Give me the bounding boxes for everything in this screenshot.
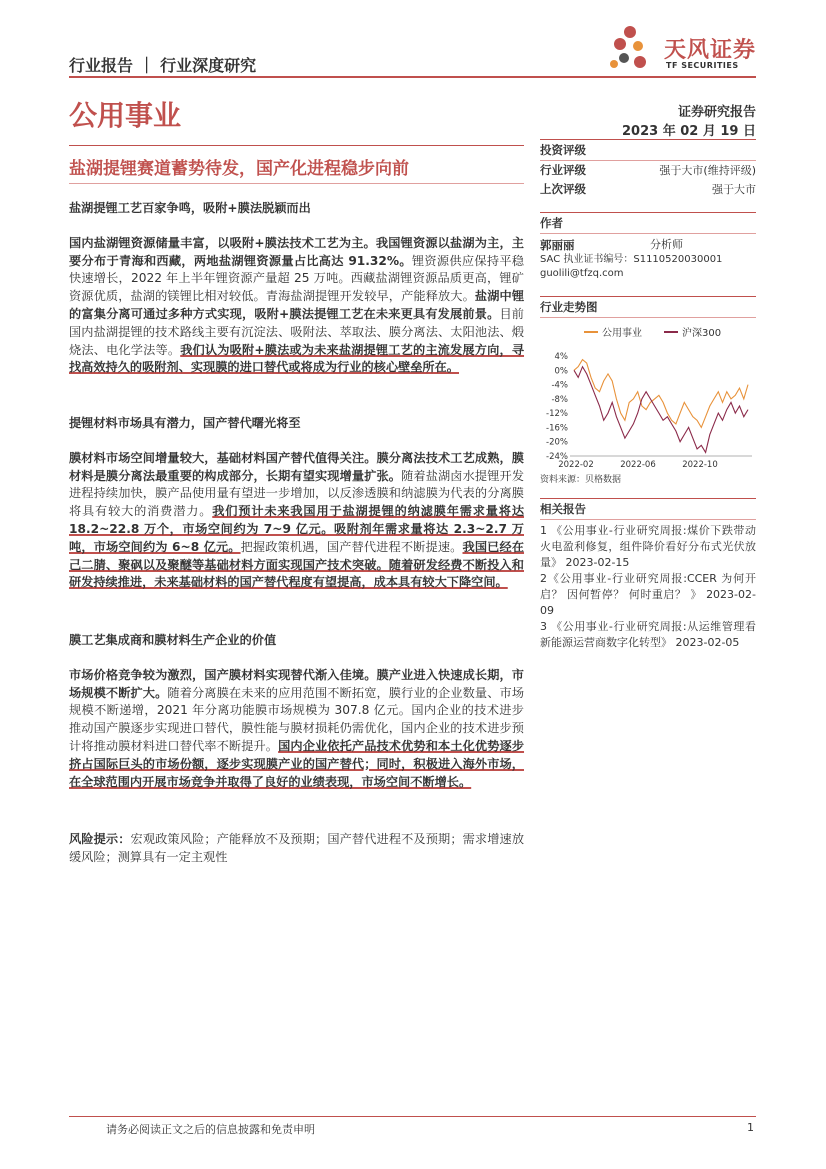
body-run: 市场价格竞争较为激烈，国产膜材料实现替代渐入佳境。膜产业进入快速成长期，市场规模不断扩大。 [69,667,524,700]
trend-chart [540,318,756,468]
series-line [574,367,748,453]
risk-label: 风险提示： [69,832,131,846]
x-tick-label: 2022-10 [682,460,718,468]
footer-divider [69,1116,756,1117]
y-tick-label: -16% [546,423,568,434]
logo-mark-icon [610,24,662,74]
risk-text: 宏观政策风险；产能释放不及预期；国产替代进程不及预期；需求增速放缓风险；测算具有一定主观性 [69,832,525,864]
author-name: 郭丽丽 [540,238,575,252]
related-item[interactable]: 1 《公用事业-行业研究周报:煤价下跌带动火电盈利修复，组件降价看好分布式光伏放量》 2023-02-15 [540,524,756,569]
section-1 [69,200,524,377]
related-item[interactable]: 3 《公用事业-行业研究周报:从运维管理看新能源运营商数字化转型》 2023-02-05 [540,620,756,649]
x-tick-label: 2022-02 [558,460,594,468]
rating-label: 行业评级 [540,163,586,177]
body-run: 国内盐湖锂资源储量丰富，以吸附+膜法技术工艺为主。我国锂资源以盐湖为主，主要分布于青海和西藏，两地盐湖锂资源量占比高达 91.32%。 [69,235,524,268]
title-divider-bottom [69,183,524,184]
y-tick-label: -8% [551,394,568,405]
section-3 [69,632,524,791]
related-item[interactable]: 2《公用事业-行业研究周报:CCER 为何开启？ 因何暂停？ 何时重启？ 》 2023-02-09 [540,572,756,617]
section-heading: 盐湖提锂工艺百家争鸣，吸附+膜法脱颖而出 [69,201,311,215]
rating-row [540,180,756,199]
section-body [69,667,524,792]
rating-value: 强于大市 [712,183,756,196]
rating-value: 强于大市(维持评级) [659,164,756,177]
body-run: 随着盐湖卤水提锂开发进程持续加快，膜产品使用量有望进一步增加，以反渗透膜和纳滤膜为代表的分离膜将具有较大的消费潜力。 [69,468,525,519]
report-date: 2023 年 02 月 19 日 [622,124,756,139]
risk-warning [69,831,524,867]
logo-text-en: TF SECURITIES [666,61,739,70]
body-run: 我国已经在己二腈、聚砜以及聚醚等基础材料方面实现国产技术突破。随着研发经费不断投入和研发持续推进，未来基础材料的国产替代程度有望提高，成本具有较大下降空间。 [69,539,525,590]
body-run: 目前国内盐湖提锂的技术路线主要有沉淀法、吸附法、萃取法、膜分离法、太阳池法、煅烧法、电化学法等。 [69,306,524,357]
y-tick-label: 0% [554,366,568,377]
author-divider-thin [540,233,756,234]
report-type: 证券研究报告 [677,105,756,120]
header-label: 行业报告 ｜ 行业深度研究 [69,56,257,75]
disclaimer-notice: 请务必阅读正文之后的信息披露和免责申明 [106,1123,315,1136]
body-run: 国内企业依托产品技术优势和本土化优势逐步挤占国际巨头的市场份额，逐步实现膜产业的国产替代；同时，积极进入海外市场，在全球范围内开展市场竞争并取得了良好的业绩表现，市场空间不断增长。 [69,738,525,789]
author-row [540,237,756,253]
y-tick-label: 4% [554,352,568,362]
trend-chart-panel [540,296,756,487]
body-run: 我们预计未来我国用于盐湖提锂的纳滤膜年需求量将达 18.2~22.8 万个，市场空间约为 7~9 亿元。吸附剂年需求量将达 2.3~2.7 万吨，市场空间约为 6~8 亿元。 [69,504,525,554]
x-tick-label: 2022-06 [620,460,656,468]
body-run: 把握政策机遇，国产替代进程不断提速。 [240,539,463,554]
risk-body [69,831,524,867]
body-run: 锂资源供应保持平稳快速增长，2022 年上半年锂资源产量超 25 万吨。西藏盐湖锂资源品质更高，锂矿资源优质，盐湖的镁锂比相对较低。青海盐湖提锂开发较早，产能释放大。 [69,253,524,304]
body-run: 膜材料市场空间增量较大，基础材料国产替代值得关注。膜分离法技术工艺成熟，膜材料是膜分离法最重要的构成部分，长期有望实现增量扩张。 [69,450,524,483]
y-tick-label: -20% [546,437,568,448]
y-tick-label: -4% [551,380,568,391]
title-divider [69,145,524,146]
body-run: 盐湖中锂的富集分离可通过多种方式实现，吸附+膜法提锂工艺在未来更具有发展前景。 [69,289,525,321]
section-body [69,450,524,592]
author-cert: SAC 执业证书编号：S1110520030001 [540,254,723,265]
author-email[interactable]: guolili@tfzq.com [540,268,624,279]
header-divider [69,76,756,78]
related-heading: 相关报告 [540,502,586,516]
chart-heading: 行业走势图 [540,300,598,314]
related-reports-panel [540,498,756,651]
page-number: 1 [747,1121,754,1134]
rating-label: 上次评级 [540,182,586,196]
chart-source: 资料来源：贝格数据 [540,475,622,485]
report-title: 盐湖提锂赛道蓄势待发，国产化进程稳步向前 [69,159,409,179]
rating-panel [540,139,756,199]
section-2 [69,415,524,592]
author-heading: 作者 [540,216,563,230]
body-run: 我们认为吸附+膜法或为未来盐湖提锂工艺的主流发展方向，寻找高效持久的吸附剂、实现膜的进口替代或将成为行业的核心壁垒所在。 [69,342,525,375]
logo-text-cn: 天风证券 [664,38,757,63]
section-body [69,235,524,377]
y-tick-label: -24% [546,452,568,462]
rating-heading: 投资评级 [540,143,586,157]
section-heading: 膜工艺集成商和膜材料生产企业的价值 [69,633,277,647]
sector-name: 公用事业 [69,99,182,132]
author-role: 分析师 [650,238,683,251]
legend-label: 沪深300 [682,328,722,339]
related-divider-thin [540,519,756,520]
rating-row [540,161,756,180]
body-run: 随着分离膜在未来的应用范围不断拓宽，膜行业的企业数量、市场规模不断递增，2021 年分离功能膜市场规模为 307.8 亿元。国内企业的技术进步推动国产膜逐步实现进口替代，膜性能与膜材损耗仍需优化，国内企业的技术进步预计将推动膜材料进口替代率不断提升。 [69,685,525,753]
y-tick-label: -12% [546,409,568,420]
section-heading: 提锂材料市场具有潜力，国产替代曙光将至 [69,416,301,430]
legend-label: 公用事业 [602,328,642,339]
author-panel [540,212,756,281]
